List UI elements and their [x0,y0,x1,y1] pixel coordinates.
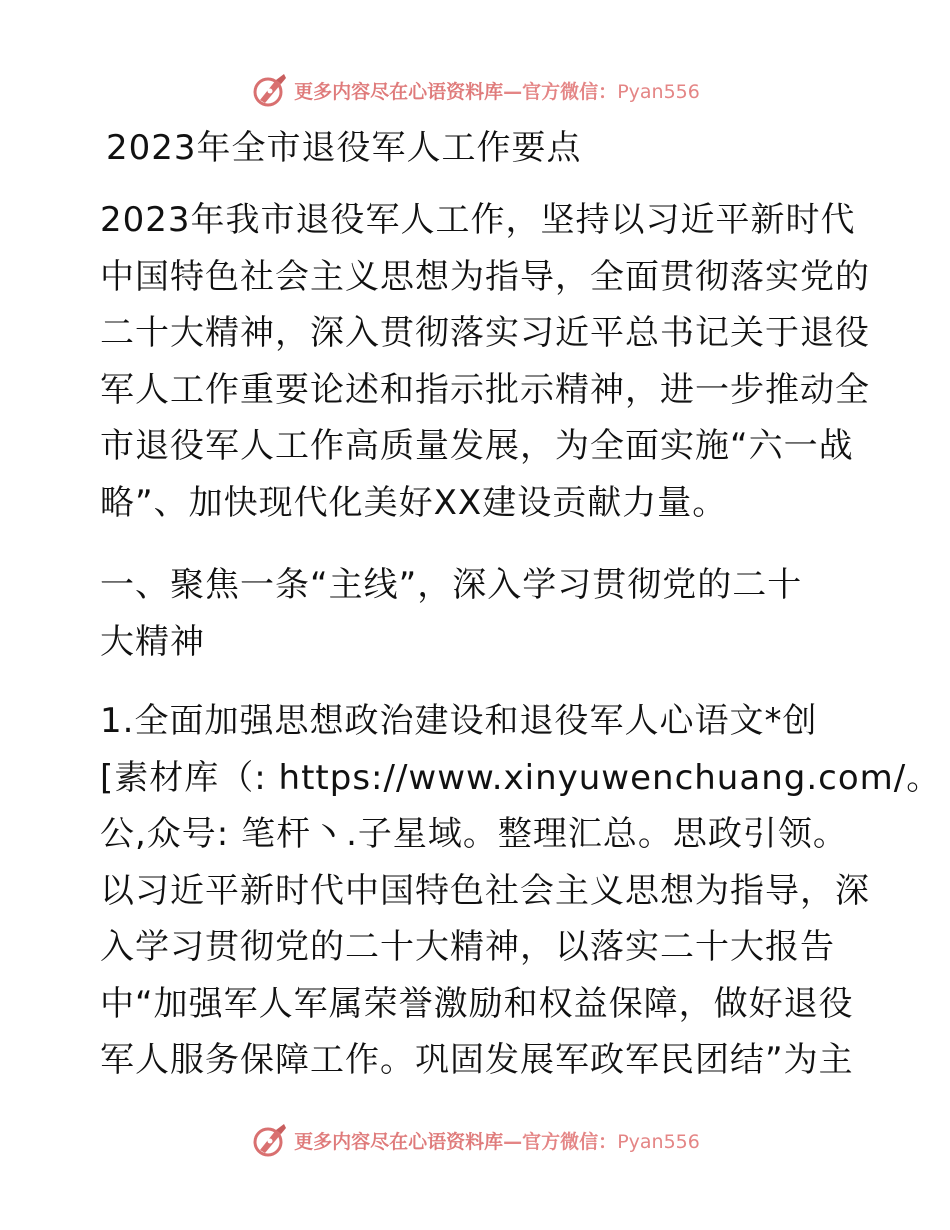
text-line: 一、聚焦一条“主线”，深入学习贯彻党的二十 [100,565,803,605]
watermark-text [294,1127,700,1154]
watermark-separator: — [503,80,523,103]
header-watermark [0,70,950,110]
pen-nib-logo-icon [250,1120,290,1160]
body-paragraph [100,693,942,1089]
pen-nib-logo-icon [250,70,290,110]
watermark-official-label: 官方微信： [522,1130,618,1153]
text-line: 公,众号: 笔杆丶.子星域。整理汇总。思政引领。 [100,814,848,854]
watermark-wechat-id: Pyan556 [617,80,700,103]
text-line: 中国特色社会主义思想为指导，全面贯彻落实党的 [100,256,870,297]
text-line: 中“加强军人军属荣誉激励和权益保障，做好退役 [100,983,854,1024]
section-heading [100,557,860,670]
intro-paragraph [100,192,870,531]
watermark-brand: 更多内容尽在心语资料库 [294,1130,504,1153]
text-line: 军人工作重要论述和指示批示精神，进一步推动全 [100,369,870,410]
watermark-wechat-id: Pyan556 [617,1130,700,1153]
text-line: 入学习贯彻党的二十大精神，以落实二十大报告 [100,927,835,967]
text-line: 大精神 [100,621,205,662]
text-line: [素材库（: https://www.xinyuwenchuang.com/。 [100,757,942,798]
text-line: 以习近平新时代中国特色社会主义思想为指导，深 [100,870,870,911]
footer-watermark [0,1120,950,1160]
watermark-text [294,77,700,104]
watermark-brand: 更多内容尽在心语资料库 [294,80,504,103]
text-line: 二十大精神，深入贯彻落实习近平总书记关于退役 [100,313,870,353]
text-line: 军人服务保障工作。巩固发展军政军民团结”为主 [100,1040,854,1080]
watermark-separator: — [503,1130,523,1153]
text-line: 市退役军人工作高质量发展，为全面实施“六一战 [100,426,854,466]
text-line: 略”、加快现代化美好XX建设贡献力量。 [100,482,728,523]
page-title: 2023年全市退役军人工作要点 [106,128,582,168]
text-line: 1.全面加强思想政治建设和退役军人心语文*创 [100,701,818,741]
watermark-official-label: 官方微信： [522,80,618,103]
text-line: 2023年我市退役军人工作，坚持以习近平新时代 [100,200,856,240]
